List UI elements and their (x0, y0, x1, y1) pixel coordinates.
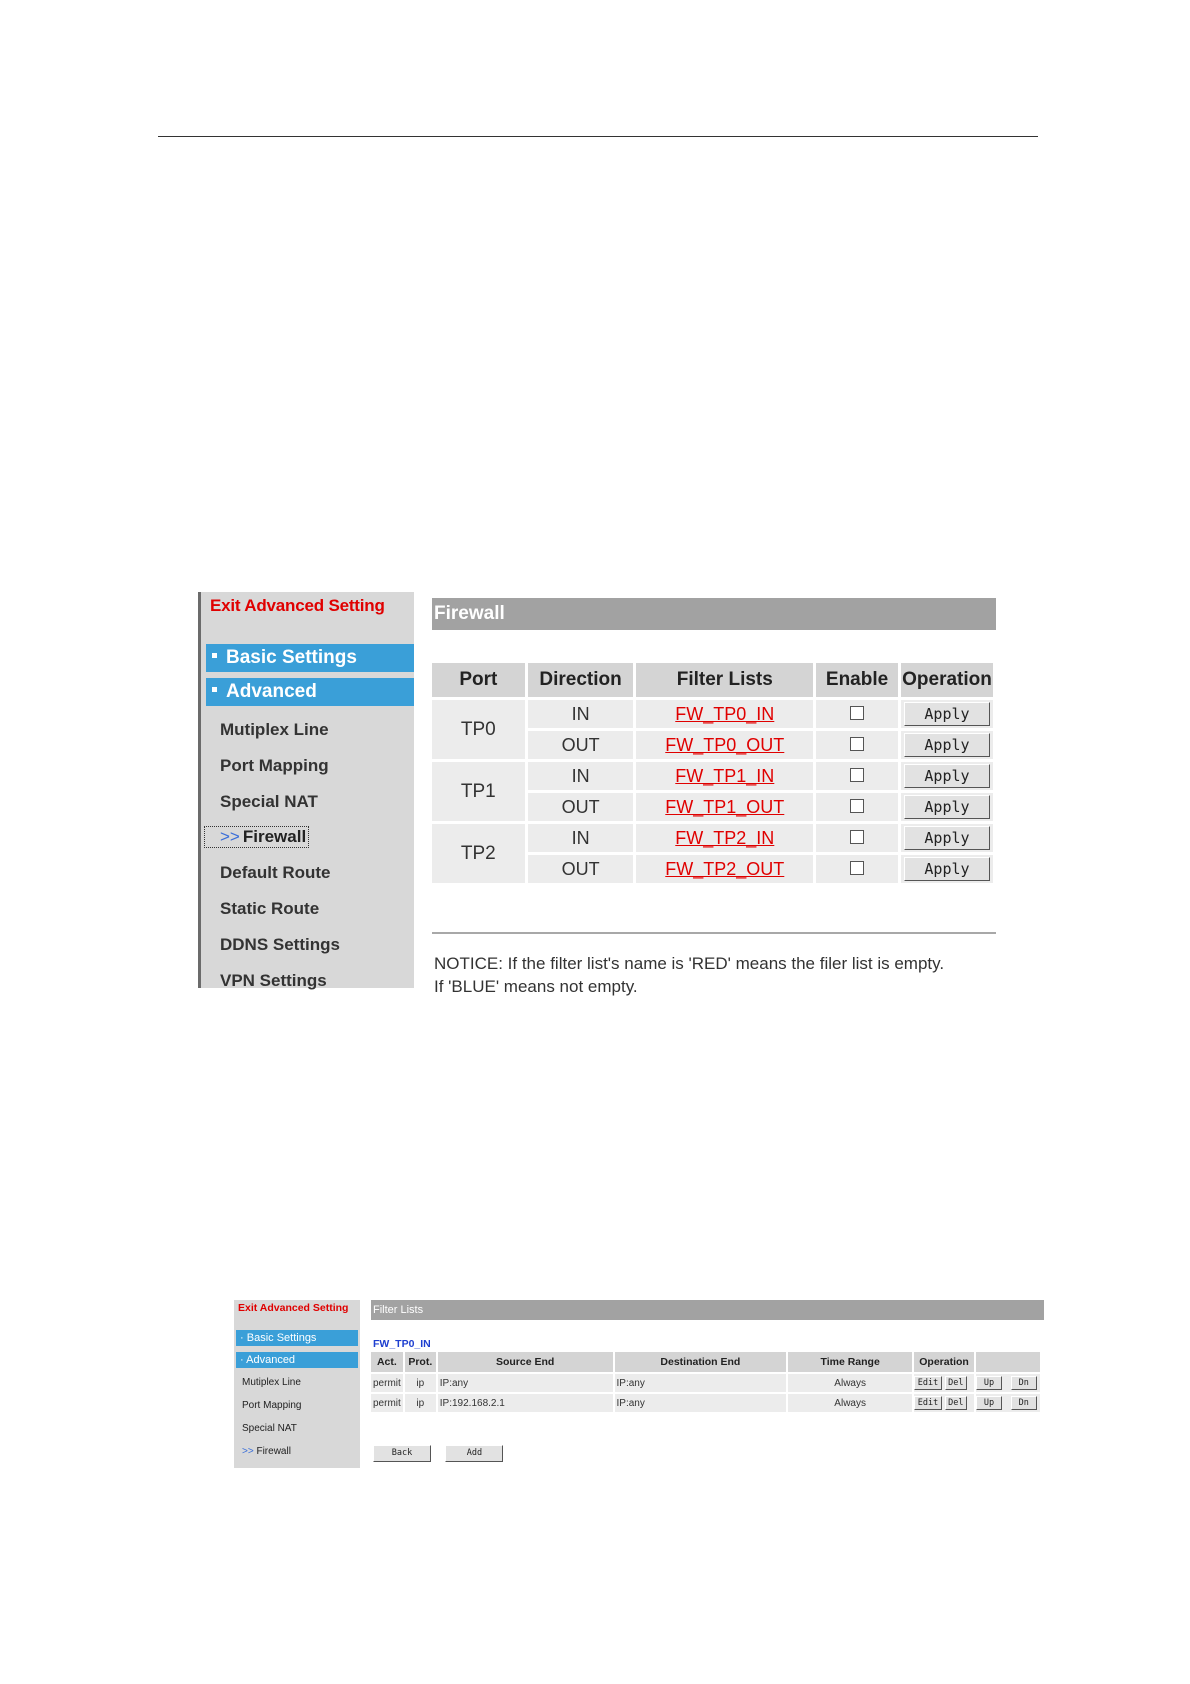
port-cell: TP2 (432, 824, 525, 883)
operation-cell (976, 1374, 1040, 1392)
sidebar (198, 592, 414, 988)
delete-button[interactable]: Del (945, 1376, 967, 1390)
source-cell: IP:192.168.2.1 (438, 1394, 613, 1412)
operation-cell (914, 1394, 974, 1412)
source-cell: IP:any (438, 1374, 613, 1392)
operation-cell (901, 762, 993, 790)
filter-list-cell (636, 700, 813, 728)
filter-list-link[interactable]: FW_TP2_OUT (665, 858, 785, 879)
move-down-button[interactable]: Dn (1011, 1396, 1037, 1410)
prot-cell: ip (405, 1374, 436, 1392)
filter-list-name: FW_TP0_IN (373, 1338, 431, 1350)
page-title: Filter Lists (371, 1300, 1044, 1320)
active-arrow-icon: >> (242, 1446, 254, 1457)
sidebar-item-firewall[interactable] (204, 826, 309, 848)
enable-cell (816, 793, 898, 821)
apply-button[interactable]: Apply (904, 826, 990, 850)
filter-list-link[interactable]: FW_TP1_OUT (665, 796, 785, 817)
back-button[interactable]: Back (373, 1445, 431, 1462)
column-header-blank (976, 1352, 1040, 1372)
filter-list-link[interactable]: FW_TP0_OUT (665, 734, 785, 755)
filter-list-cell (636, 762, 813, 790)
bullet-icon (212, 653, 217, 658)
filter-list-cell (636, 824, 813, 852)
enable-cell (816, 824, 898, 852)
enable-cell (816, 762, 898, 790)
table-row (432, 762, 993, 790)
sidebar-item-ddns-settings[interactable]: DDNS Settings (220, 935, 340, 954)
sidebar-item-advanced[interactable] (206, 678, 414, 706)
move-up-button[interactable]: Up (976, 1396, 1002, 1410)
direction-cell: IN (528, 700, 634, 728)
column-header-operation: Operation (901, 663, 993, 697)
sidebar (234, 1300, 360, 1468)
action-buttons (373, 1442, 513, 1462)
sidebar-item-vpn-settings[interactable]: VPN Settings (220, 971, 327, 990)
table-row (371, 1394, 1040, 1412)
apply-button[interactable]: Apply (904, 702, 990, 726)
divider (432, 932, 996, 934)
time-range-cell: Always (788, 1374, 912, 1392)
apply-button[interactable]: Apply (904, 764, 990, 788)
apply-button[interactable]: Apply (904, 733, 990, 757)
column-header-time-range: Time Range (788, 1352, 912, 1372)
active-arrow-icon: >> (220, 827, 240, 846)
bullet-icon (212, 687, 217, 692)
firewall-table (429, 660, 996, 886)
direction-cell: OUT (528, 793, 634, 821)
port-cell: TP1 (432, 762, 525, 821)
filter-rules-table (369, 1350, 1042, 1414)
column-header-direction: Direction (528, 663, 634, 697)
act-cell: permit (371, 1374, 403, 1392)
filter-list-link[interactable]: FW_TP2_IN (675, 827, 775, 848)
act-cell: permit (371, 1394, 403, 1412)
edit-button[interactable]: Edit (914, 1396, 942, 1410)
page-header-rule (158, 136, 1038, 137)
filter-list-cell (636, 793, 813, 821)
operation-cell (901, 824, 993, 852)
direction-cell: OUT (528, 855, 634, 883)
sidebar-item-label: Firewall (256, 1446, 291, 1457)
direction-cell: OUT (528, 731, 634, 759)
filter-list-cell (636, 855, 813, 883)
table-row (432, 824, 993, 852)
sidebar-item-label: Advanced (246, 1354, 296, 1366)
sidebar-item-port-mapping[interactable]: Port Mapping (220, 756, 329, 775)
port-cell: TP0 (432, 700, 525, 759)
column-header-filter-lists: Filter Lists (636, 663, 813, 697)
enable-cell (816, 855, 898, 883)
operation-cell (901, 700, 993, 728)
destination-cell: IP:any (615, 1374, 787, 1392)
column-header-prot: Prot. (405, 1352, 436, 1372)
column-header-act: Act. (371, 1352, 403, 1372)
filter-list-link[interactable]: FW_TP1_IN (675, 765, 775, 786)
exit-advanced-setting-link[interactable]: Exit Advanced Setting (210, 596, 385, 615)
sidebar-item-default-route[interactable]: Default Route (220, 863, 331, 882)
enable-checkbox[interactable] (850, 706, 864, 720)
exit-advanced-setting-link[interactable]: Exit Advanced Setting (238, 1302, 349, 1314)
sidebar-item-special-nat[interactable]: Special NAT (242, 1423, 297, 1434)
time-range-cell: Always (788, 1394, 912, 1412)
sidebar-item-mutiplex-line[interactable]: Mutiplex Line (242, 1377, 301, 1388)
destination-cell: IP:any (615, 1394, 787, 1412)
operation-cell (901, 731, 993, 759)
enable-checkbox[interactable] (850, 737, 864, 751)
table-row (371, 1374, 1040, 1392)
sidebar-item-label: Firewall (242, 827, 307, 846)
column-header-enable: Enable (816, 663, 898, 697)
sidebar-item-advanced[interactable]: · Advanced (236, 1352, 358, 1368)
filter-list-cell (636, 731, 813, 759)
enable-checkbox[interactable] (850, 830, 864, 844)
column-header-destination-end: Destination End (615, 1352, 787, 1372)
notice-line: NOTICE: If the filter list's name is 'RED' means the filer list is empty. (434, 954, 945, 973)
table-row (432, 700, 993, 728)
column-header-source-end: Source End (438, 1352, 613, 1372)
notice-text (434, 952, 944, 998)
prot-cell: ip (405, 1394, 436, 1412)
edit-button[interactable]: Edit (914, 1376, 942, 1390)
move-up-button[interactable]: Up (976, 1376, 1002, 1390)
sidebar-item-basic-settings[interactable] (206, 644, 414, 672)
notice-line: If 'BLUE' means not empty. (434, 977, 638, 996)
page-title: Firewall (432, 598, 996, 630)
column-header-operation: Operation (914, 1352, 974, 1372)
operation-cell (976, 1394, 1040, 1412)
sidebar-item-port-mapping[interactable]: Port Mapping (242, 1400, 302, 1411)
operation-cell (914, 1374, 974, 1392)
sidebar-item-static-route[interactable]: Static Route (220, 899, 320, 918)
enable-cell (816, 700, 898, 728)
operation-cell (901, 855, 993, 883)
sidebar-item-firewall[interactable] (242, 1446, 291, 1457)
sidebar-item-mutiplex-line[interactable]: Mutiplex Line (220, 720, 329, 739)
firewall-screenshot (198, 592, 998, 996)
add-button[interactable]: Add (445, 1445, 503, 1462)
filter-lists-panel (371, 1300, 1044, 1470)
sidebar-item-basic-settings[interactable]: · Basic Settings (236, 1330, 358, 1346)
move-down-button[interactable]: Dn (1011, 1376, 1037, 1390)
sidebar-item-special-nat[interactable]: Special NAT (220, 792, 318, 811)
filter-lists-screenshot (234, 1300, 1044, 1470)
enable-cell (816, 731, 898, 759)
sidebar-item-label: Basic Settings (226, 647, 357, 668)
enable-checkbox[interactable] (850, 768, 864, 782)
delete-button[interactable]: Del (945, 1396, 967, 1410)
firewall-panel (432, 592, 996, 996)
apply-button[interactable]: Apply (904, 795, 990, 819)
sidebar-item-label: Advanced (226, 681, 317, 702)
enable-checkbox[interactable] (850, 799, 864, 813)
direction-cell: IN (528, 762, 634, 790)
apply-button[interactable]: Apply (904, 857, 990, 881)
column-header-port: Port (432, 663, 525, 697)
filter-list-link[interactable]: FW_TP0_IN (675, 703, 775, 724)
sidebar-item-label: Basic Settings (246, 1332, 317, 1344)
enable-checkbox[interactable] (850, 861, 864, 875)
direction-cell: IN (528, 824, 634, 852)
operation-cell (901, 793, 993, 821)
